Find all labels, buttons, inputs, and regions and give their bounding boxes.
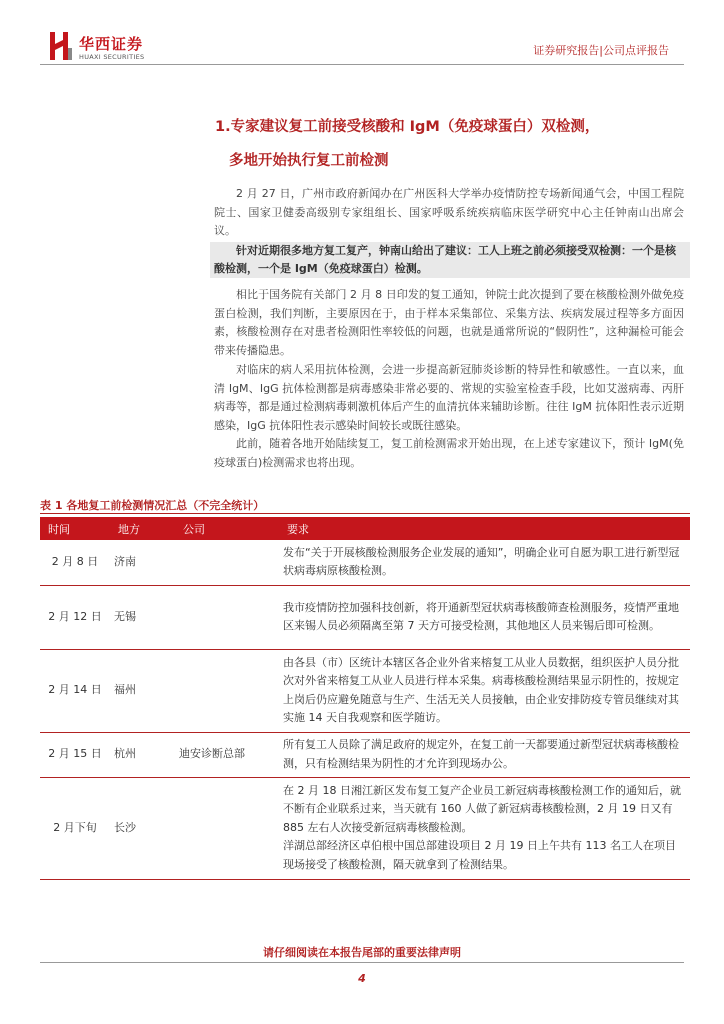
header-date: 时间 [40, 517, 110, 540]
cell-company: 迪安诊断总部 [175, 732, 279, 777]
cell-date: 2 月 8 日 [40, 540, 110, 585]
paragraph-1: 2 月 27 日，广州市政府新闻办在广州医科大学举办疫情防控专场新闻通气会，中国工程院院士、国家卫健委高级别专家组组长、国家呼吸系统疾病临床医学研究中心主任钟南山出席会议。 [214, 187, 684, 237]
cell-city: 长沙 [110, 777, 175, 879]
paragraph-2: 相比于国务院有关部门 2 月 8 日印发的复工通知，钟院士此次提到了要在核酸检测外做免疫蛋白检测，我们判断，主要原因在于，由于样本采集部位、采集方法、疾病发展过程等多方面因素，核酸检测存在对患者检测阳性率较低的问题，也就是通常所说的“假阴性”，这种漏检可能会带来传播隐患。 [214, 288, 684, 357]
cell-date: 2 月下旬 [40, 777, 110, 879]
cell-requirement: 发布“关于开展核酸检测服务企业发展的通知”，明确企业可自愿为职工进行新型冠状病毒病原核酸检测。 [279, 540, 690, 585]
table-header-row [40, 517, 690, 540]
section-title-line1: 1.专家建议复工前接受核酸和 IgM（免疫球蛋白）双检测， [215, 119, 600, 135]
requirement-part-1: 在 2 月 18 日湘江新区发布复工复产企业员工新冠病毒核酸检测工作的通知后，就不断有企业联系过来，当天就有 160 人做了新冠病毒核酸检测，2 月 19 日又有 885 左右人次接受新冠病毒核酸检测。 [283, 783, 681, 834]
cell-date: 2 月 14 日 [40, 649, 110, 732]
highlight-text: 针对近期很多地方复工复产，钟南山给出了建议：工人上班之前必须接受双检测：一个是核酸检测，一个是 IgM（免疫球蛋白）检测。 [214, 244, 676, 275]
section-title-line2: 多地开始执行复工前检测 [229, 153, 389, 169]
report-type: 证券研究报告|公司点评报告 [533, 44, 669, 57]
table-row [40, 732, 690, 777]
header-requirement: 要求 [279, 517, 690, 540]
logo-text-cn: 华西证券 [79, 35, 144, 53]
cell-city: 无锡 [110, 585, 175, 649]
cell-date: 2 月 15 日 [40, 732, 110, 777]
cell-requirement: 所有复工人员除了满足政府的规定外，在复工前一天都要通过新型冠状病毒核酸检测，只有检测结果为阴性的才允许到现场办公。 [279, 732, 690, 777]
table-caption: 表 1 各地复工前检测情况汇总（不完全统计） [40, 499, 265, 512]
table-caption-rule [40, 513, 690, 514]
cell-city: 杭州 [110, 732, 175, 777]
survey-table [40, 517, 690, 880]
table-row [40, 540, 690, 585]
section-title [215, 110, 695, 178]
page-header [0, 0, 724, 72]
cell-company [175, 649, 279, 732]
cell-city: 济南 [110, 540, 175, 585]
legal-notice: 请仔细阅读在本报告尾部的重要法律声明 [263, 946, 461, 959]
page-number: 4 [358, 972, 366, 985]
paragraph-4: 此前，随着各地开始陆续复工，复工前检测需求开始出现，在上述专家建议下，预计 IgM(免疫球蛋白)检测需求也将出现。 [214, 437, 684, 469]
header-city: 地方 [110, 517, 175, 540]
cell-requirement: 由各县（市）区统计本辖区各企业外省来榕复工从业人员数据，组织医护人员分批次对外省来榕复工从业人员进行样本采集。病毒核酸检测结果显示阴性的，按规定上岗后仍应避免随意与生产、生活无关人员接触，由企业安排防疫专管员继续对其实施 14 天自我观察和医学随访。 [279, 649, 690, 732]
cell-date: 2 月 12 日 [40, 585, 110, 649]
cell-city: 福州 [110, 649, 175, 732]
header-company: 公司 [175, 517, 279, 540]
paragraph-3: 对临床的病人采用抗体检测，会进一步提高新冠肺炎诊断的特异性和敏感性。一直以来，血清 IgM、IgG 抗体检测都是病毒感染非常必要的、常规的实验室检查手段，比如艾滋病毒、丙肝病毒等，都是通过检测病毒刺激机体后产生的血清抗体来辅助诊断。往往 IgM 抗体阳性表示近期感染，IgG 抗体阳性表示感染时间较长或既往感染。 [214, 363, 684, 432]
huaxi-logo-icon [50, 32, 72, 60]
cell-company [175, 585, 279, 649]
cell-company [175, 540, 279, 585]
cell-requirement: 我市疫情防控加强科技创新，将开通新型冠状病毒核酸筛查检测服务，疫情严重地区来锡人员必须隔离至第 7 天方可接受检测，其他地区人员来锡后即可检测。 [279, 585, 690, 649]
table-row [40, 777, 690, 879]
table-row [40, 585, 690, 649]
requirement-part-2: 洋湖总部经济区卓伯根中国总部建设项目 2 月 19 日上午共有 113 名工人在项目现场接受了核酸检测，隔天就拿到了检测结果。 [283, 839, 676, 871]
table-row [40, 649, 690, 732]
logo-text-en: HUAXI SECURITIES [79, 53, 145, 61]
header-divider [40, 64, 684, 65]
cell-requirement [279, 777, 690, 879]
cell-company [175, 777, 279, 879]
footer-divider [40, 962, 684, 963]
